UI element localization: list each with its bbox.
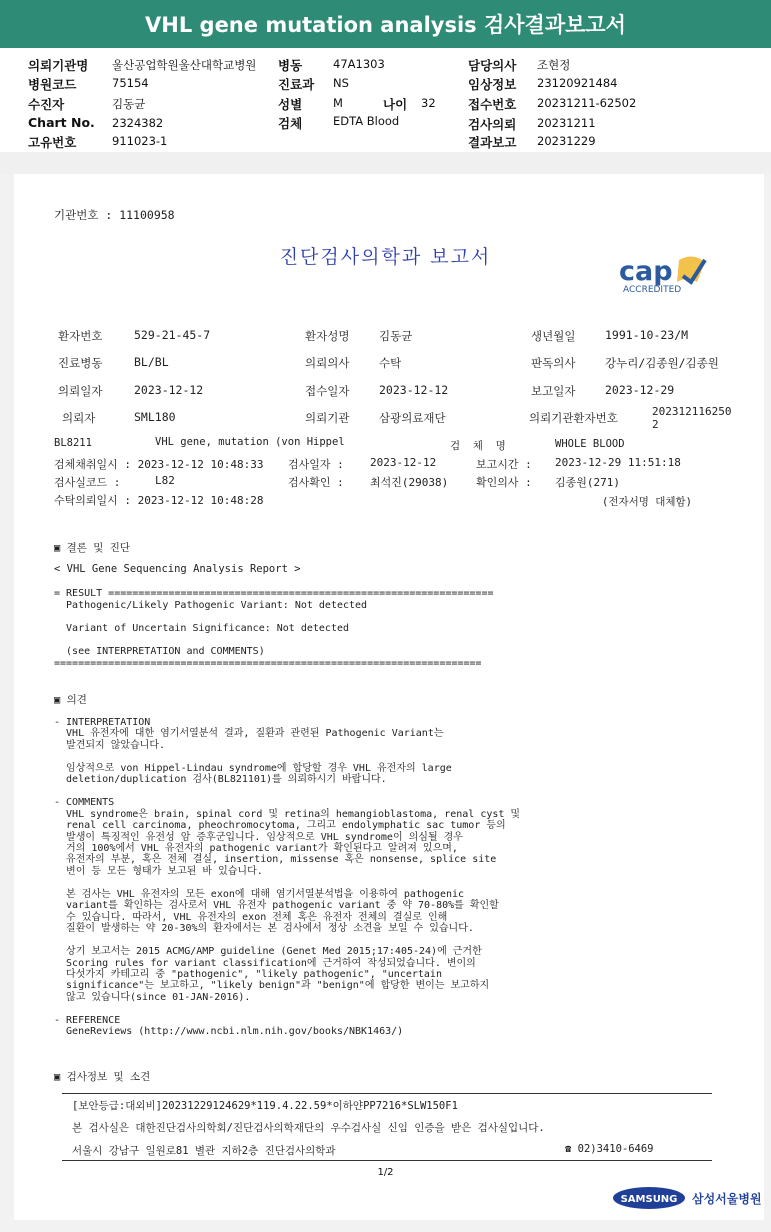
report-time-value: 2023-12-29 11:51:18 [555, 456, 681, 469]
info-value: 2023-12-29 [605, 383, 675, 397]
info-key: 의뢰자 [62, 411, 96, 425]
header-key: 진료과 [278, 77, 315, 92]
document-title: 진단검사의학과 보고서 [279, 246, 492, 268]
header-value: 23120921484 [537, 76, 618, 90]
header-key: 나이 [383, 97, 408, 112]
page-number: 1/2 [377, 1167, 394, 1178]
test-date-value: 2023-12-12 [370, 456, 437, 469]
footer-top-rule [62, 1093, 712, 1094]
info-value: 수탁 [379, 356, 402, 370]
info-key: 의뢰기관환자번호 [529, 411, 618, 425]
opinion-block: - INTERPRETATION VHL 유전자에 대한 염기서열분석 결과, 질환과 관련된 Pathogenic Variant는 발견되지 않았습니다. 임상적으로 von Hippel-Lindau syndrome에 합당할 경우 VHL 유전자의 large deletion/duplication 검사(BL821101)를 의뢰하시기 바랍니다. - COMMENTS VHL syndrome은 brain, spinal cord 및 retina의 hemangioblastoma, renal cyst 및 renal cell carcinoma, pheochromocytoma, 그리고 endolymphatic sac tumor 등의 발생이 특징적인 유전성 암 증후군입니다. 임상적으로 VHL syndrome이 의심될 경우 거의 100%에서 VHL 유전자의 pathogenic variant가 확인된다고 알려져 있으며, 유전자의 부분, 혹은 전체 결실, insertion, missense 혹은 nonsense, splice site 변이 등 모든 형태가 보고된 바 있습니다. 본 검사는 VHL 유전자의 모든 exon에 대해 염기서열분석법을 이용하여 pathogenic variant를 확인하는 검사로서 VHL 유전자 pathogenic variant 중 약 70-80%를 확인할 수 있습니다. 따라서, VHL 유전자의 exon 전체 혹은 유전자 전체의 결실로 인해 질환이 발생하는 약 20-30%의 환자에서는 본 검사에서 정상 소견을 보일 수 있습니다. 상기 보고서는 2015 ACMG/AMP guideline (Genet Med 2015;17:405-24)에 근거한 Scoring rules for variant classification에 근거하여 작성되었습니다. 변이의 다섯가지 카테고리 중 "pathogenic", "likely pathogenic", "uncertain significance"는 보고하고, "likely benign"과 "benign"에 합당한 변이는 보고하지 않고 있습니다(since 01-JAN-2016). - REFERENCE GeneReviews (http://www.ncbi.nlm.nih.gov/books/NBK1463/) [54, 717, 521, 1038]
header-value: M [333, 96, 343, 110]
info-key: 환자성명 [305, 329, 350, 343]
header-key: 접수번호 [468, 97, 517, 112]
header-value: 울산공업학원울산대학교병원 [112, 58, 257, 72]
header-value: 47A1303 [333, 57, 385, 71]
header-value: 조현정 [537, 58, 571, 72]
info-key: 환자번호 [58, 329, 103, 343]
info-value: 529-21-45-7 [134, 328, 211, 342]
section-opinion: ▣ 의견 [54, 694, 87, 706]
lab-code-value: L82 [155, 474, 175, 487]
samsung-hospital-logo [612, 1185, 762, 1215]
header-key: 검체 [278, 116, 303, 131]
confirm-doctor-label: 확인의사 : [476, 476, 532, 489]
cap-accredited-logo [617, 252, 717, 296]
header-value: 911023-1 [112, 134, 168, 148]
security-line: [보안등급:대외비]20231229124629*119.4.22.59*이하얀PP7216*SLW150F1 [72, 1100, 458, 1112]
e-signature-note: (전자서명 대체함) [602, 496, 692, 508]
header-value: 2324382 [112, 116, 164, 130]
svg-text:cap: cap [619, 256, 673, 287]
address-line: 서울시 강남구 일원로81 별관 지하2층 진단검사의학과 [72, 1145, 336, 1157]
header-key: 병원코드 [28, 77, 77, 92]
consignment-datetime: 수탁의뢰일시 : 2023-12-12 10:48:28 [54, 494, 264, 507]
header-key: 병동 [278, 58, 303, 73]
header-value: EDTA Blood [333, 114, 400, 128]
test-code: BL8211 [54, 437, 92, 449]
lab-code-label: 검사실코드 : [54, 476, 121, 489]
info-value: 삼광의료재단 [379, 411, 446, 425]
header-key: Chart No. [28, 115, 95, 130]
collection-datetime: 검체채취일시 : 2023-12-12 10:48:33 [54, 458, 264, 471]
verified-by-label: 검사확인 : [288, 476, 344, 489]
info-key: 접수일자 [305, 384, 350, 398]
footer-bottom-rule [62, 1160, 712, 1161]
specimen-value: WHOLE BLOOD [555, 438, 625, 450]
info-value: 김동균 [379, 329, 413, 343]
info-value: 2023-12-12 [379, 383, 449, 397]
separator-band [0, 152, 771, 174]
header-key: 임상정보 [468, 77, 517, 92]
header-key: 의뢰기관명 [28, 58, 89, 73]
info-value: 강누리/김종원/김종원 [605, 356, 719, 370]
info-value: BL/BL [134, 355, 169, 369]
svg-text:SAMSUNG: SAMSUNG [620, 1194, 678, 1205]
section-test-info: ▣ 검사정보 및 소견 [54, 1071, 151, 1083]
header-value: NS [333, 76, 349, 90]
header-key: 결과보고 [468, 135, 517, 150]
section-conclusion: ▣ 결론 및 진단 [54, 542, 131, 554]
svg-text:삼성서울병원: 삼성서울병원 [692, 1192, 762, 1206]
header-value: 20231211-62502 [537, 96, 637, 110]
info-key: 판독의사 [531, 356, 576, 370]
test-name: VHL gene, mutation (von Hippel [155, 436, 345, 448]
confirm-doctor-value: 김종원(271) [555, 476, 620, 489]
info-value: 2023-12-12 [134, 383, 204, 397]
report-time-label: 보고시간 : [476, 458, 532, 471]
header-key: 고유번호 [28, 135, 77, 150]
info-value: 1991-10-23/M [605, 328, 689, 342]
header-key: 수진자 [28, 97, 65, 112]
header-info [0, 48, 771, 152]
result-block: = RESULT ================================================================ Pathogenic/Likely Pathogenic Variant: Not detected Variant of Uncertain Significance: Not detected (see INTERPRETATION and COMMENTS) ======================================================================= [54, 588, 494, 669]
info-key: 의뢰의사 [305, 356, 350, 370]
header-value: 75154 [112, 76, 149, 90]
verified-by-value: 최석진(29038) [370, 476, 449, 489]
header-value: 20231211 [537, 116, 596, 130]
info-key: 의뢰기관 [305, 411, 350, 425]
vhl-report-label: < VHL Gene Sequencing Analysis Report > [54, 563, 301, 575]
header-value: 김동균 [112, 97, 146, 111]
info-value: 2 [652, 418, 659, 431]
info-value: 202312116250 [652, 405, 732, 418]
report-title: VHL gene mutation analysis 검사결과보고서 [145, 13, 626, 37]
info-key: 진료병동 [58, 356, 103, 370]
header-key: 담당의사 [468, 58, 517, 73]
info-value: SML180 [134, 410, 176, 424]
svg-text:ACCREDITED: ACCREDITED [623, 285, 682, 295]
header-value: 20231229 [537, 134, 596, 148]
header-key: 검사의뢰 [468, 117, 517, 132]
institution-number: 기관번호 : 11100958 [54, 208, 175, 222]
certification-line: 본 검사실은 대한진단검사의학회/진단검사의학재단의 우수검사실 신임 인증을 받은 검사실입니다. [72, 1122, 545, 1134]
info-key: 의뢰일자 [58, 384, 103, 398]
report-title-bar [0, 0, 771, 48]
header-key: 성별 [278, 97, 303, 112]
info-key: 생년월일 [531, 329, 576, 343]
test-date-label: 검사일자 : [288, 458, 344, 471]
info-key: 보고일자 [531, 384, 576, 398]
specimen-label: 검 체 명 [450, 440, 506, 452]
header-value: 32 [421, 96, 436, 110]
phone-line: ☎ 02)3410-6469 [565, 1143, 654, 1155]
